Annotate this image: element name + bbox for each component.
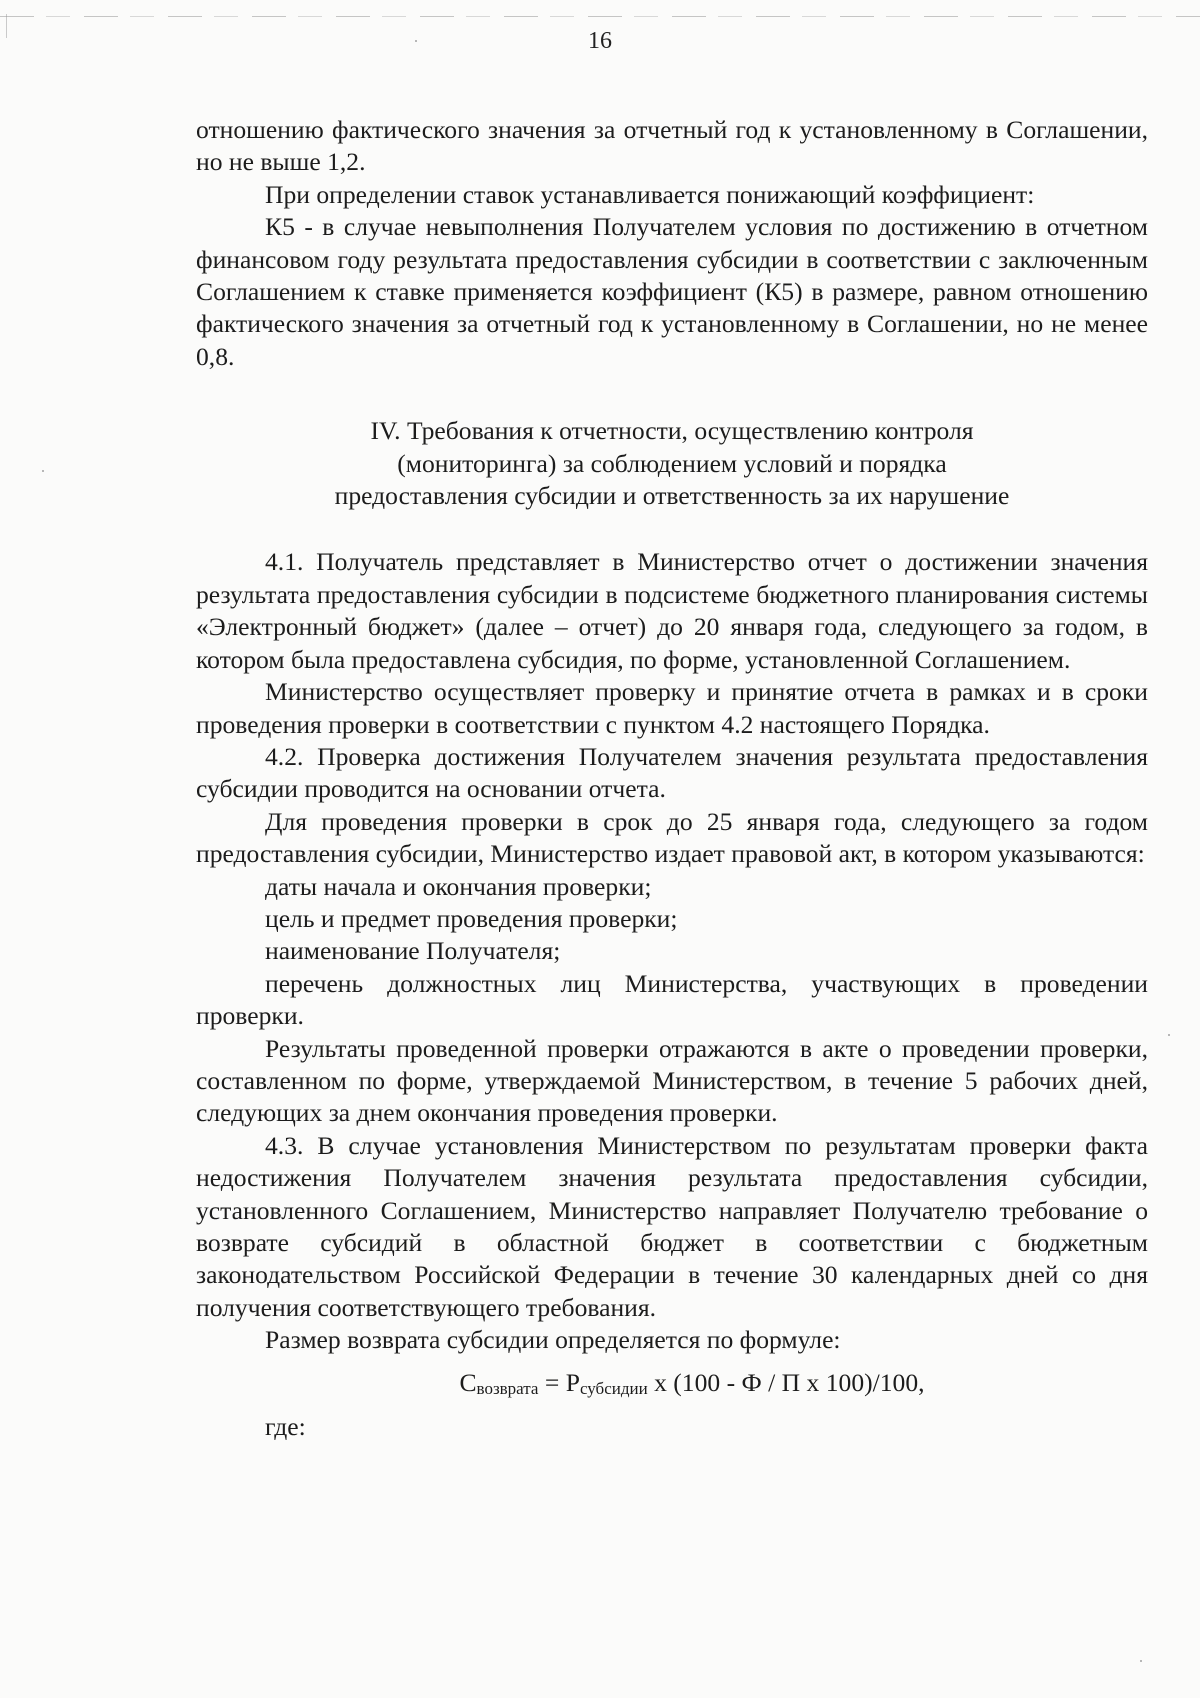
scan-speck [42, 470, 44, 472]
scan-speck [1168, 1034, 1170, 1036]
heading-line: IV. Требования к отчетности, осуществлению контроля [370, 416, 974, 446]
section-heading [196, 415, 1148, 512]
paragraph: отношению фактического значения за отчетный год к установленному в Соглашении, но не выше 1,2. [196, 115, 1148, 177]
formula-rest: х (100 - Ф / П х 100)/100, [647, 1367, 925, 1397]
formula-c: С [459, 1367, 477, 1397]
formula [196, 1367, 1148, 1405]
paragraph: К5 - в случае невыполнения Получателем условия по достижению в отчетном финансовом году результата предоставления субсидии в соответствии с заключенным Соглашением к ставке применяется коэффициент (К5) в размере, равном отношению фактического значения за отчетный год к установленному в Соглашении, но не менее 0,8. [196, 212, 1148, 371]
heading-line: предоставления субсидии и ответственность за их нарушение [334, 481, 1010, 511]
page-number: 16 [588, 28, 612, 54]
paragraph: перечень должностных лиц Министерства, участвующих в проведении проверки. [196, 968, 1148, 1031]
where-label: где: [265, 1412, 306, 1442]
paragraph: Для проведения проверки в срок до 25 января года, следующего за годом предоставления субсидии, Министерство издает правовой акт, в котором указываются: [196, 806, 1148, 869]
heading-line: (мониторинга) за соблюдением условий и порядка [397, 448, 947, 478]
scan-edge-line [0, 16, 1200, 17]
clause-4-3: 4.3. В случае установления Министерством по результатам проверки факта недостижения Получателем значения результата предоставления субсидии, установленного Соглашением, Министерство направляет Получателю требование о возврате субсидий в областной бюджет в соответствии с бюджетным законодательством Российской Федерации в течение 30 календарных дней со дня получения соответствующего требования. [196, 1130, 1148, 1322]
formula-r-subscript: субсидии [579, 1378, 648, 1398]
clause-4-2: 4.2. Проверка достижения Получателем значения результата предоставления субсидии проводится на основании отчета. [196, 741, 1148, 804]
paragraph: Министерство осуществляет проверку и принятие отчета в рамках и в сроки проведения проверки в соответствии с пунктом 4.2 настоящего Порядка. [196, 677, 1148, 739]
formula-equals: = [538, 1367, 566, 1397]
paragraph: При определении ставок устанавливается понижающий коэффициент: [265, 179, 1035, 209]
document-body [196, 114, 1148, 1443]
scan-speck [415, 40, 417, 42]
scan-speck [1140, 1660, 1142, 1662]
formula-c-subscript: возврата [476, 1378, 539, 1398]
paragraph: Размер возврата субсидии определяется по формуле: [265, 1325, 841, 1355]
formula-r: Р [565, 1367, 580, 1397]
list-item: цель и предмет проведения проверки; [265, 903, 678, 933]
paragraph: Результаты проведенной проверки отражаются в акте о проведении проверки, составленном по форме, утверждаемой Министерством, в течение 5 рабочих дней, следующих за днем окончания проведения проверки. [196, 1033, 1148, 1128]
list-item: наименование Получателя; [265, 936, 561, 966]
list-item: даты начала и окончания проверки; [265, 871, 652, 901]
clause-4-1: 4.1. Получатель представляет в Министерство отчет о достижении значения результата предоставления субсидии в подсистеме бюджетного планирования системы «Электронный бюджет» (далее – отчет) до 20 января года, следующего за годом, в котором была предоставлена субсидия, по форме, установленной Соглашением. [196, 547, 1148, 674]
